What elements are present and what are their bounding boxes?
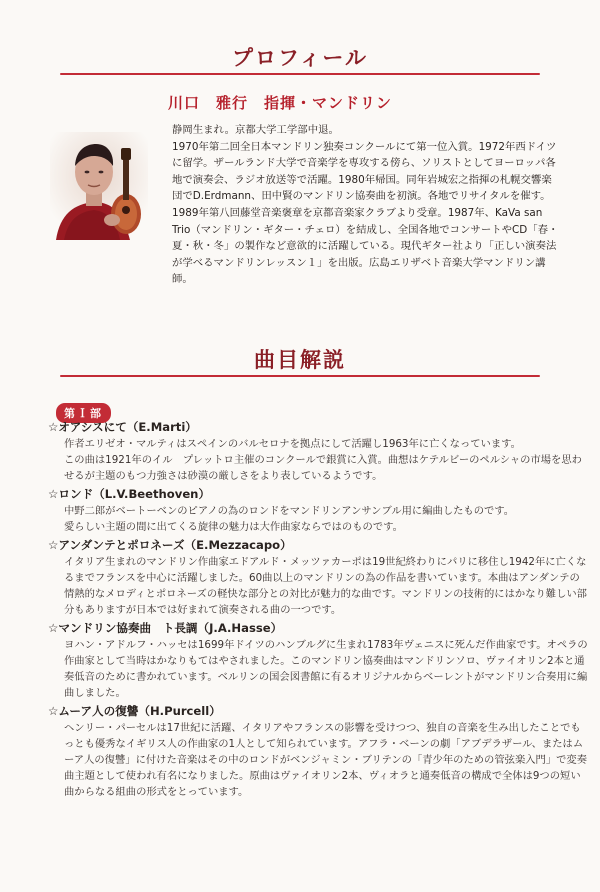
program-heading-rule [60,375,540,377]
program-note-item [48,703,588,800]
piece-title: ☆ムーア人の復讐（H.Purcell） [48,704,221,718]
biography-text: 静岡生まれ。京都大学工学部中退。 1970年第二回全日本マンドリン独奏コンクールにて第一位入賞。1972年西ドイツに留学。ザールランド大学で音楽学を専攻する傍ら、ソリストとしてヨーロッパ各地で演奏会、ラジオ放送等で活躍。1980年帰国。同年岩城宏之指揮の札幌交響楽団でD.Erdmann、田中賢のマンドリン協奏曲を初演。各地でリサイタルを催す。1989年第八回藤堂音楽褒章を京都音楽家クラブより受章。1987年、KaVa san Trio（マンドリン・ギター・チェロ）を結成し、全国各地でコンサートやCD「春・夏・秋・冬」の製作など意欲的に活躍している。現代ギター社より「正しい演奏法が学べるマンドリンレッスン１」を出版。広島エリザベト音楽大学マンドリン講師。 [172,124,559,286]
program-notes-list [48,419,588,802]
piece-description: イタリア生まれのマンドリン作曲家エドアルド・メッツァカーポは19世紀終わりにパリに移住し1942年に亡くなるまでフランスを中心に活躍しました。60曲以上のマンドリンの為の作品を書いています。本曲はアンダンテの情熱的なメロディとポロネーズの軽快な部分との対比が魅力的な曲です。マンドリンの技術的にはかなり難しい部分もありますが日本では好まれて演奏される曲の一つです。 [64,556,587,616]
program-note-item [48,620,588,701]
performer-name: 川口 雅行 指揮・マンドリン [168,94,393,112]
piece-title: ☆オアシスにて（E.Marti） [48,420,197,434]
profile-heading-rule [60,73,540,75]
program-note-item [48,419,588,484]
part-badge: 第Ｉ部 [56,403,111,423]
program-note-item [48,486,588,535]
piece-title: ☆アンダンテとポロネーズ（E.Mezzacapo） [48,538,292,552]
performer-biography [172,122,562,288]
portrait-photo-icon [50,132,148,240]
piece-description: 中野二郎がベートーベンのピアノの為のロンドをマンドリンアンサンブル用に編曲したものです。 愛らしい主題の間に出てくる旋律の魅力は大作曲家ならではのものです。 [64,505,515,533]
piece-title: ☆マンドリン協奏曲 ト長調（J.A.Hasse） [48,621,283,635]
program-heading: 曲目解説 [254,348,346,372]
piece-description: ヨハン・アドルフ・ハッセは1699年ドイツのハンブルグに生まれ1783年ヴェニスに死んだ作曲家です。オペラの作曲家として当時はかなりもてはやされました。このマンドリン協奏曲はマンドリンソロ、ヴァイオリン2本と通奏低音のために書かれています。ベルリンの国会図書館に有るオリジナルからベーレントがマンドリン合奏用に編曲しました。 [64,639,588,699]
profile-heading: プロフィール [232,46,368,70]
program-note-item [48,537,588,618]
piece-description: 作者エリゼオ・マルティはスペインのバルセロナを拠点にして活躍し1963年に亡くなっています。 この曲は1921年のイル プレットロ主催のコンクールで銀賞に入賞。曲想はケテルビーのペルシャの市場を思わせるが主題のもつ力強さは砂漠の厳しさをより表しているようです。 [64,438,582,482]
piece-title: ☆ロンド（L.V.Beethoven） [48,487,211,501]
piece-description: ヘンリー・パーセルは17世紀に活躍、イタリアやフランスの影響を受けつつ、独自の音楽を生み出したことでもっとも優秀なイギリス人の作曲家の1人として知られています。アフラ・ベーンの劇「アブデラザール、またはムーア人の復讐」に付けた音楽はその中のロンドがベンジャミン・ブリテンの「青少年のための管弦楽入門」で変奏曲主題として使われ有名になりました。原曲はヴァイオリン2本、ヴィオラと通奏低音の構成で全体は9つの短い曲からなる組曲の形式をとっています。 [64,722,588,798]
